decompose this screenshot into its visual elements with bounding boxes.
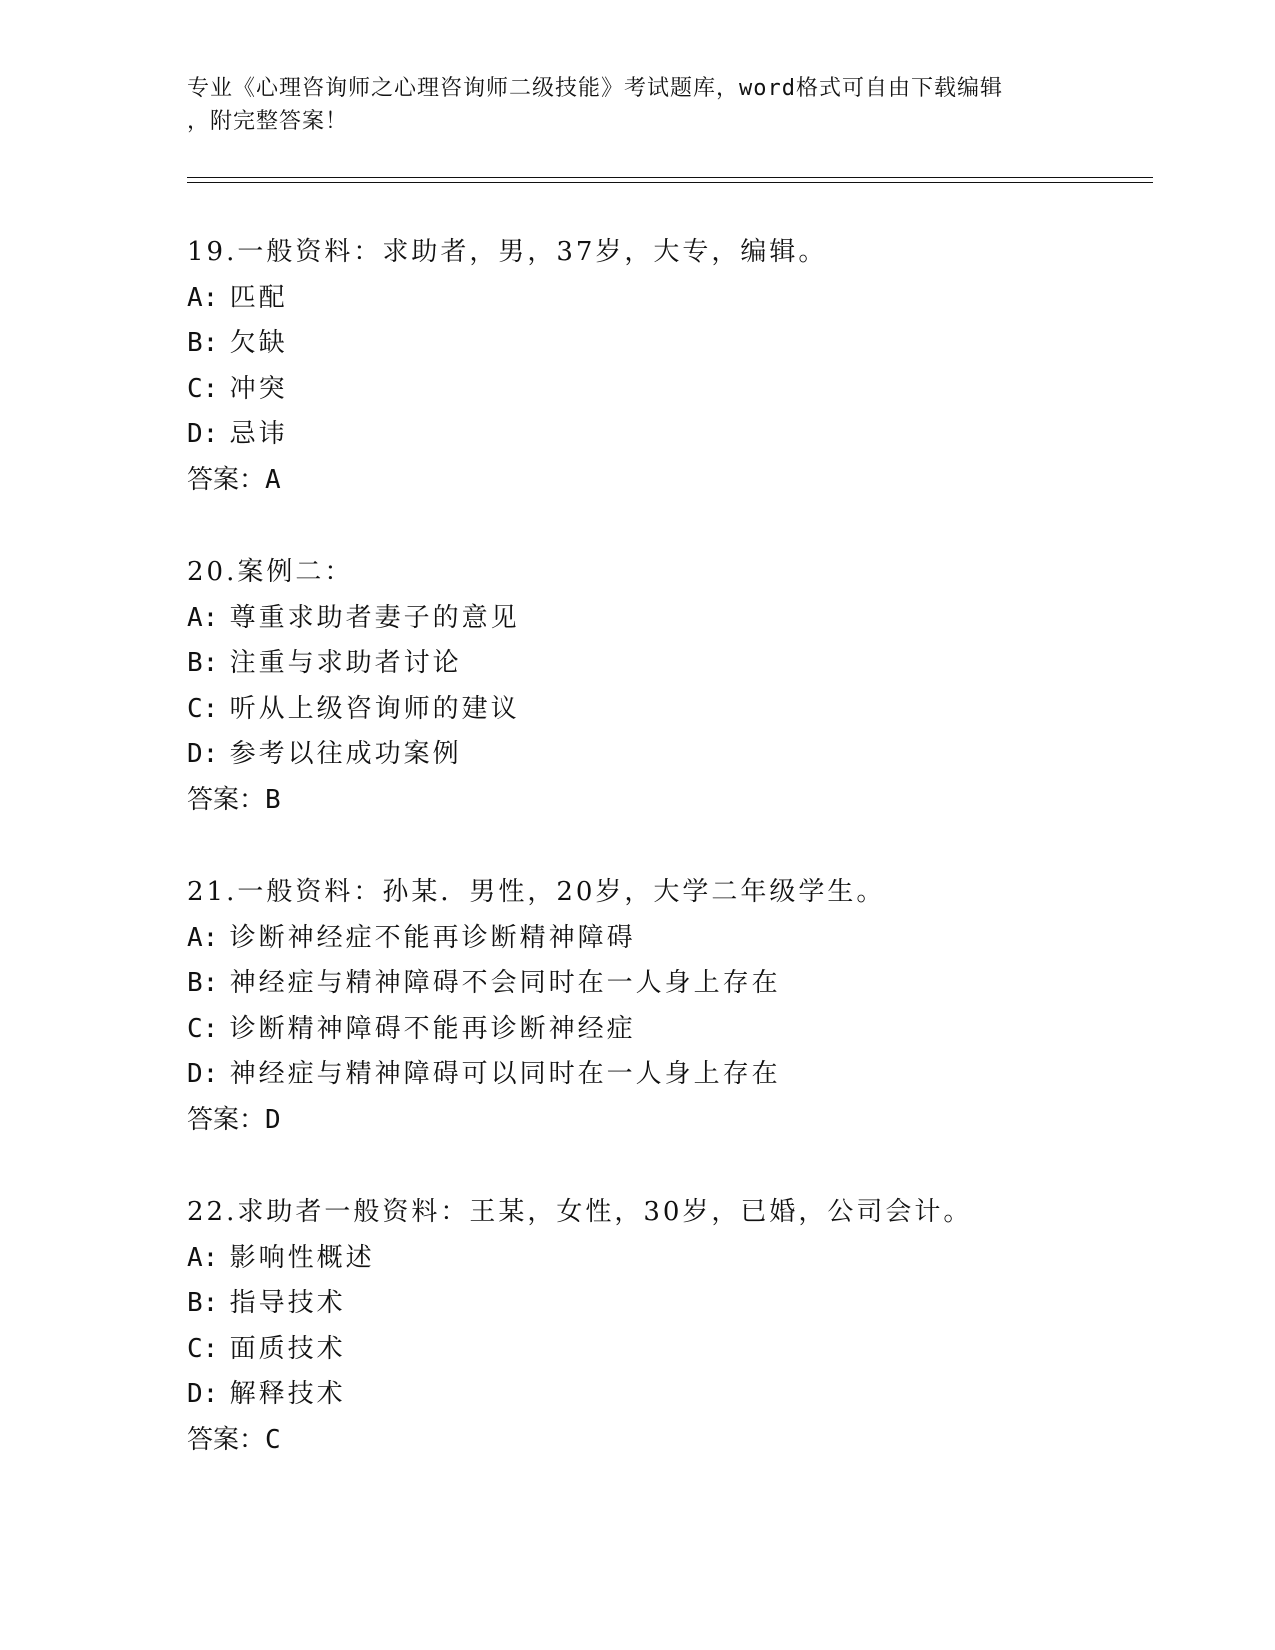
option-letter: D: — [187, 739, 219, 769]
answer-label: 答案： — [187, 1424, 266, 1455]
answer-value: A — [265, 464, 281, 495]
answer-label: 答案： — [187, 464, 266, 495]
option-c — [187, 367, 1137, 413]
option-letter: C: — [187, 1013, 219, 1044]
question-20 — [187, 550, 1137, 823]
option-text: 尊重求助者妻子的意见 — [229, 602, 520, 633]
option-a — [187, 1236, 1137, 1282]
option-d — [187, 412, 1137, 458]
option-letter: B: — [187, 648, 219, 678]
answer-label: 答案： — [187, 1104, 266, 1135]
option-text: 听从上级咨询师的建议 — [229, 693, 520, 724]
option-text: 诊断神经症不能再诊断精神障碍 — [229, 922, 636, 953]
option-letter: C: — [187, 693, 219, 724]
option-text: 欠缺 — [229, 328, 288, 358]
header-divider-bottom — [187, 182, 1153, 183]
option-letter: C: — [187, 373, 219, 404]
option-text: 冲突 — [229, 373, 288, 404]
question-stem: 20.案例二： — [187, 557, 354, 587]
answer-line — [187, 458, 1137, 504]
option-c — [187, 1007, 1137, 1053]
answer-line — [187, 1098, 1137, 1144]
option-c — [187, 1327, 1137, 1373]
option-a — [187, 276, 1137, 322]
option-letter: A: — [187, 922, 219, 953]
question-stem: 22.求助者一般资料：王某，女性，30岁，已婚，公司会计。 — [187, 1197, 973, 1227]
answer-value: D — [265, 1104, 281, 1135]
question-22 — [187, 1190, 1137, 1463]
option-c — [187, 687, 1137, 733]
option-text: 神经症与精神障碍可以同时在一人身上存在 — [229, 1059, 781, 1089]
answer-value: B — [265, 784, 281, 815]
option-text: 忌讳 — [229, 419, 288, 449]
option-text: 参考以往成功案例 — [229, 739, 462, 769]
option-letter: B: — [187, 968, 219, 998]
option-letter: A: — [187, 282, 219, 313]
answer-value: C — [265, 1424, 281, 1455]
question-19 — [187, 230, 1137, 503]
option-text: 神经症与精神障碍不会同时在一人身上存在 — [229, 968, 781, 998]
option-text: 面质技术 — [229, 1333, 346, 1364]
option-letter: A: — [187, 1242, 219, 1273]
option-text: 注重与求助者讨论 — [229, 648, 462, 678]
answer-line — [187, 1418, 1137, 1464]
answer-label: 答案： — [187, 784, 266, 815]
option-b — [187, 961, 1137, 1007]
option-letter: C: — [187, 1333, 219, 1364]
option-letter: A: — [187, 602, 219, 633]
option-text: 解释技术 — [229, 1379, 346, 1409]
option-b — [187, 1281, 1137, 1327]
question-stem: 19.一般资料：求助者，男，37岁，大专，编辑。 — [187, 237, 828, 267]
option-a — [187, 916, 1137, 962]
option-text: 影响性概述 — [229, 1242, 375, 1273]
option-d — [187, 1372, 1137, 1418]
option-letter: D: — [187, 1379, 219, 1409]
header-text-line-2: ，附完整答案！ — [187, 109, 349, 134]
option-letter: D: — [187, 419, 219, 449]
header-divider-top — [187, 177, 1153, 178]
option-text: 诊断精神障碍不能再诊断神经症 — [229, 1013, 636, 1044]
header-text-line-1: 专业《心理咨询师之心理咨询师二级技能》考试题库，word格式可自由下载编辑 — [187, 76, 1003, 101]
option-text: 匹配 — [229, 282, 288, 313]
option-d — [187, 732, 1137, 778]
answer-line — [187, 778, 1137, 824]
option-b — [187, 321, 1137, 367]
document-header — [187, 72, 1087, 138]
option-letter: B: — [187, 1288, 219, 1318]
option-d — [187, 1052, 1137, 1098]
option-letter: D: — [187, 1059, 219, 1089]
option-letter: B: — [187, 328, 219, 358]
option-text: 指导技术 — [229, 1288, 346, 1318]
option-a — [187, 596, 1137, 642]
option-b — [187, 641, 1137, 687]
question-21 — [187, 870, 1137, 1143]
question-stem: 21.一般资料：孙某．男性，20岁，大学二年级学生。 — [187, 877, 886, 907]
